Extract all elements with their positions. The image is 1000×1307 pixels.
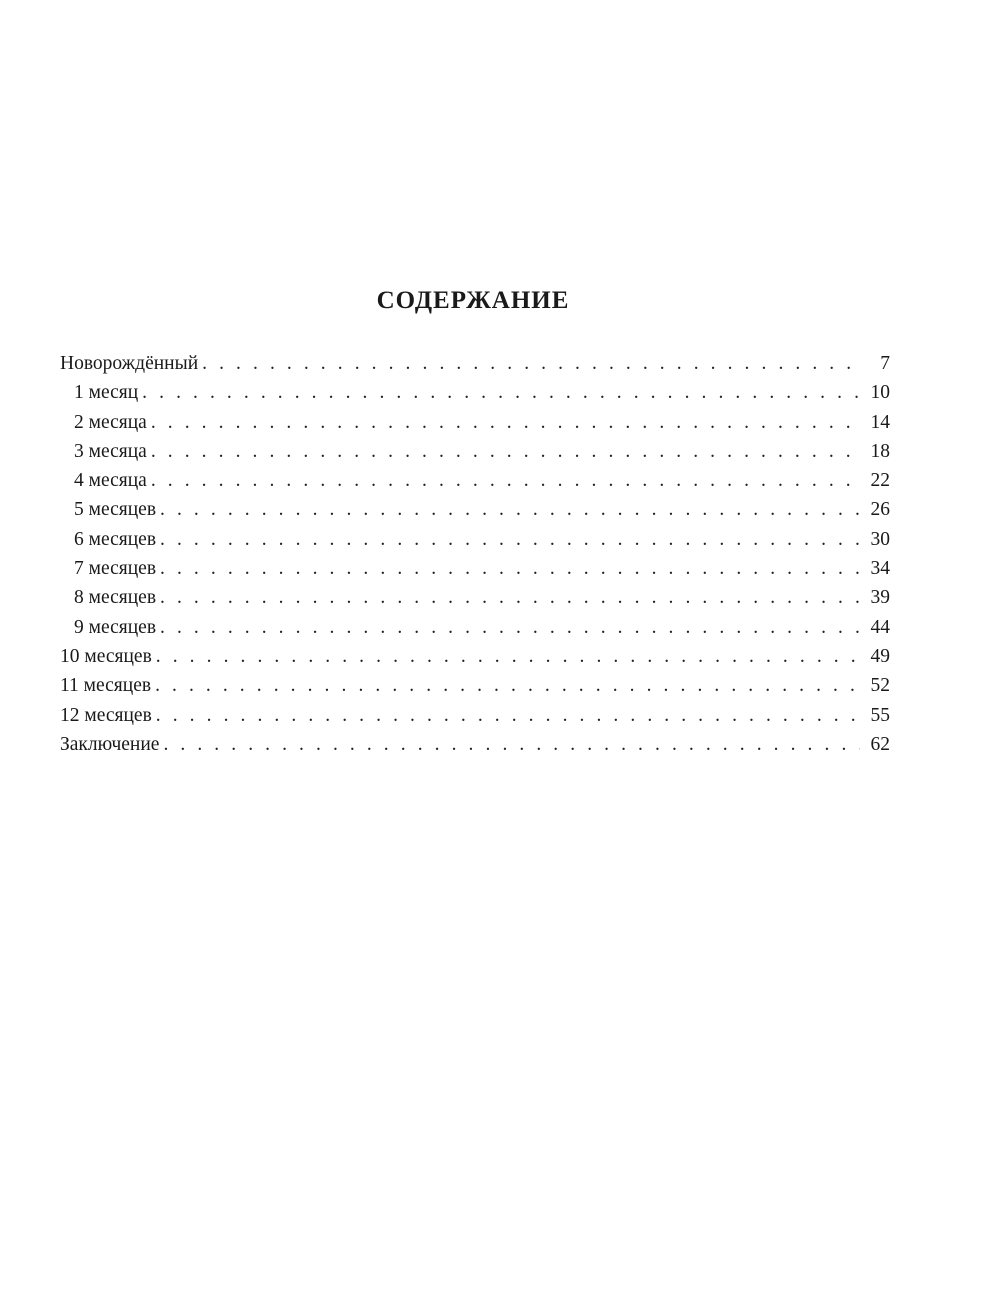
toc-entry-page: 18	[870, 440, 890, 462]
toc-entry-label: Новорождённый	[60, 353, 199, 374]
toc-entry-page: 30	[870, 528, 890, 550]
toc-entry-page: 52	[870, 675, 890, 697]
toc-dot-leader	[155, 671, 860, 700]
toc-dot-leader	[156, 701, 860, 730]
toc-dot-leader	[163, 730, 860, 759]
toc-entry-page: 49	[870, 645, 890, 667]
toc-entry[interactable]	[60, 378, 890, 407]
toc-dot-leader	[160, 525, 860, 554]
toc-entry[interactable]	[60, 408, 890, 437]
toc-dot-leader	[151, 437, 860, 466]
toc-dot-leader	[151, 408, 860, 437]
toc-entry[interactable]	[60, 437, 890, 466]
toc-entry[interactable]	[60, 466, 890, 495]
toc-entry-label: Заключение	[60, 733, 160, 755]
toc-entry[interactable]	[60, 671, 890, 700]
toc-entry-page: 39	[870, 587, 890, 609]
toc-entry-label: 1 месяц	[74, 382, 139, 404]
toc-entry[interactable]	[60, 554, 890, 583]
toc-entry-label: 7 месяцев	[74, 558, 157, 580]
toc-entry-label: 10 месяцев	[60, 645, 152, 667]
page-title: СОДЕРЖАНИЕ	[376, 287, 570, 314]
toc-dot-leader	[202, 349, 860, 378]
toc-entry[interactable]	[60, 730, 890, 759]
toc-entry[interactable]	[60, 349, 890, 378]
toc-entry[interactable]	[60, 495, 890, 524]
toc-entry-label: 9 месяцев	[74, 616, 157, 638]
toc-entry-page: 44	[870, 616, 890, 638]
toc-entry[interactable]	[60, 613, 890, 642]
toc-entry-page: 26	[870, 499, 890, 521]
toc-dot-leader	[156, 642, 860, 671]
toc-entry-label: 5 месяцев	[74, 499, 157, 521]
toc-entry-page: 55	[870, 704, 890, 726]
toc-dot-leader	[160, 554, 860, 583]
toc-entry-page: 7	[880, 353, 890, 374]
toc-entry-label: 12 месяцев	[60, 704, 152, 726]
toc-dot-leader	[160, 613, 860, 642]
toc-entry-page: 10	[870, 382, 890, 404]
toc-dot-leader	[160, 495, 860, 524]
toc-dot-leader	[151, 466, 860, 495]
table-of-contents	[60, 349, 890, 759]
toc-entry-page: 14	[870, 411, 890, 433]
toc-entry-page: 62	[870, 733, 890, 755]
toc-dot-leader	[142, 378, 860, 407]
toc-entry-label: 11 месяцев	[60, 675, 152, 697]
toc-entry[interactable]	[60, 583, 890, 612]
toc-entry-label: 2 месяца	[74, 411, 147, 433]
toc-entry-page: 22	[870, 470, 890, 492]
toc-entry-label: 4 месяца	[74, 470, 147, 492]
toc-entry[interactable]	[60, 642, 890, 671]
toc-entry-label: 3 месяца	[74, 440, 147, 462]
toc-entry-label: 8 месяцев	[74, 587, 157, 609]
toc-entry[interactable]	[60, 525, 890, 554]
toc-entry[interactable]	[60, 701, 890, 730]
toc-entry-label: 6 месяцев	[74, 528, 157, 550]
toc-entry-page: 34	[870, 558, 890, 580]
toc-dot-leader	[160, 583, 860, 612]
